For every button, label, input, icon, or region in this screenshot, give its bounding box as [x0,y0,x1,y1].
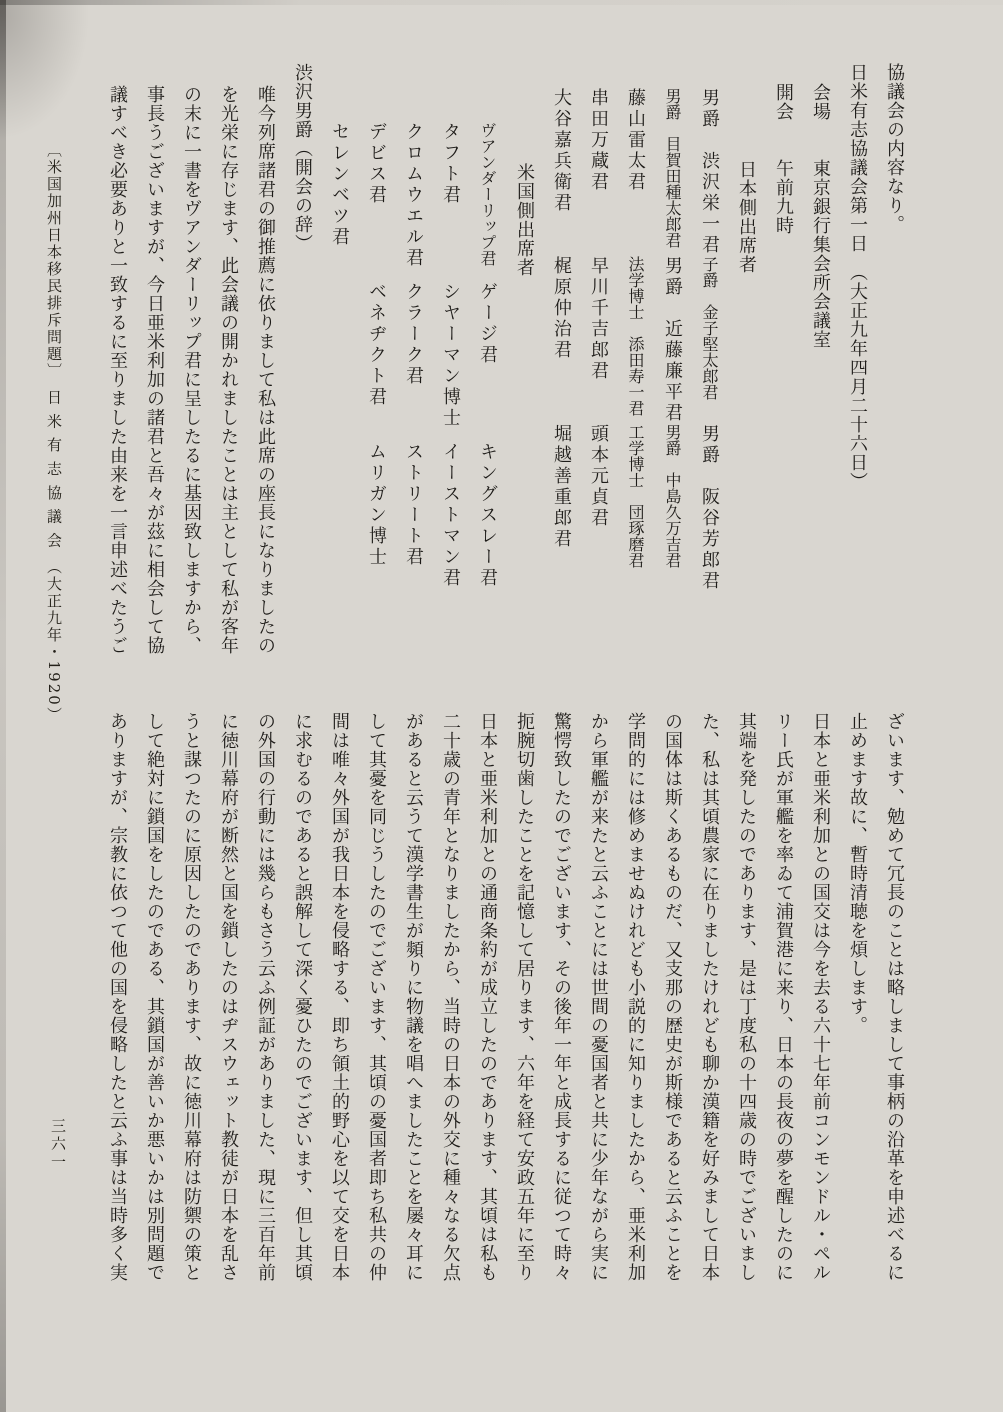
speech-text-column: 日本と亜米利加との通商条約が成立したのであります、其頃は私も [477,712,498,1282]
attendee-name: 男爵 中島久万吉君 [663,424,682,568]
speech-text-column: の外国の行動には幾らもさう云ふ例証がありました、現に三百年前 [255,712,276,1282]
speech-text-column: リー氏が軍艦を率ゐて浦賀港に来り、日本の長夜の夢を醒したのに [773,712,794,1282]
speech-text-column: ありますが、宗教に依つて他の国を侵略したと云ふ事は当時多く実 [107,712,128,1282]
speech-text-column: から軍艦が来たと云ふことには世間の憂国者と共に少年ながら実に [588,712,609,1282]
speech-text-column: して絶対に鎖国をしたのである、其鎖国が善いか悪いかは別問題で [144,712,165,1282]
attendee-name: 梶原仲治君 [551,256,572,361]
attendee-column [617,63,654,713]
attendee-name: クロムウエル君 [403,122,424,269]
attendee-name: 男爵 渋沢栄一君 [699,88,720,256]
speech-text-column: ざいます、勉めて冗長のことは略しまして事柄の沿革を申述べるに [884,712,905,1282]
attendee-name: タフト君 [440,122,461,206]
attendee-name: 早川千吉郎君 [588,256,609,382]
attendee-column [580,63,617,713]
speech-text-column: があると云うて漢学書生が頻りに物議を唱へましたことを屡々耳に [403,712,424,1282]
attendee-name: ベネヂクト君 [366,282,387,408]
speech-text-column: 間は唯々外国が我日本を侵略する、即ち領土的野心を以て交を日本 [329,712,350,1282]
speech-text-column: を光栄に存じます、此会議の開かれましたことは主として私が客年 [218,85,239,655]
attendee-column [395,63,432,713]
speech-opening-lines [99,63,284,713]
upper-text-block [99,63,913,713]
speech-text-column: 二十歳の青年となりましたから、当時の日本の外交に種々なる欠点 [440,712,461,1282]
session-title-line: 日米有志協議会第一日 （大正九年四月二十六日） [847,63,868,491]
speech-text-column: 議すべき必要ありと一致するに至りました由来を一言申述べたうご [107,85,128,655]
page-left-edge-shadow [0,0,6,1412]
attendee-name: 串田万蔵君 [588,88,609,193]
attendee-name: 藤山雷太君 [625,88,646,193]
page-number: 三六一 [49,1118,67,1172]
us-attendees-list [321,63,506,713]
page-top-edge-shadow [0,0,1003,5]
attendee-name: 工学博士 団琢磨君 [626,424,645,568]
opening-time-line: 開会 午前九時 [773,83,794,235]
attendee-name: セレンベツ君 [329,122,350,248]
speech-text-column: して其憂を同じうしたのでございます、其頃の憂国者即ち私共の仲 [366,712,387,1282]
attendee-column [543,63,580,713]
attendee-name: ムリガン博士 [366,442,387,568]
speech-text-column: 学問的には修めませぬけれども小説的に知りましたから、亜米利加 [625,712,646,1282]
attendee-name: ヴアンダーリップ君 [478,122,497,266]
attendee-name: シヤーマン博士 [440,282,461,429]
speech-text-column: 日本と亜米利加との国交は今を去る六十七年前コンモンドル・ペル [810,712,831,1282]
attendee-column [321,63,358,713]
attendee-name: 子爵 金子堅太郎君 [700,256,719,400]
attendee-name: 男爵 近藤廉平君 [662,256,683,424]
speech-heading: 渋沢男爵（開会の辞） [292,63,313,253]
us-attendees-header: 米国側出席者 [514,163,535,277]
attendee-name: ストリート君 [403,442,424,568]
speech-text-column: 其端を発したのであります、是は丁度私の十四歳の時でございまし [736,712,757,1282]
speech-text-column: 驚愕致したのでございます、その後年一年と成長するに従つて時々 [551,712,572,1282]
scan-corner-smudge [0,0,90,140]
speech-text-column: 唯今列席諸君の御推薦に依りまして私は此席の座長になりましたの [255,85,276,655]
attendee-name: 大谷嘉兵衛君 [551,88,572,214]
attendee-name: デビス君 [366,122,387,206]
attendee-name: 堀越善重郎君 [551,424,572,550]
speech-text-column: うと謀つたのに原因したのであります、故に徳川幕府は防禦の策と [181,712,202,1282]
speech-text-column: 扼腕切歯したことを記憶して居ります、六年を経て安政五年に至り [514,712,535,1282]
speech-text-column: 事長うございますが、今日亜米利加の諸君と吾々が茲に相会して協 [144,85,165,655]
margin-running-title: 〔米国加州日本移民排斥問題〕 日 米 有 志 協 議 会 （大正九年・1920） [45,142,63,724]
attendee-column [691,63,728,713]
attendee-name: 男爵 阪谷芳郎君 [699,424,720,592]
attendee-name: 頭本元貞君 [588,424,609,529]
intro-tail-line: 協議会の内容なり。 [884,63,905,234]
attendee-name: 男爵 目賀田種太郎君 [663,88,682,248]
attendee-name: キングスレー君 [477,442,498,589]
attendee-column [358,63,395,713]
attendee-name: 法学博士 添田寿一君 [626,256,645,416]
attendee-name: イーストマン君 [440,442,461,589]
venue-line: 会場 東京銀行集会所会議室 [810,83,831,349]
attendee-column [469,63,506,713]
attendee-name: クラーク君 [403,282,424,387]
speech-text-column: 止めます故に、暫時清聴を煩します。 [847,712,868,1035]
speech-text-column: の末に一書をヴアンダーリップ君に呈したるに基因致しますから、 [181,85,202,655]
speech-text-column: に求むるのであると誤解して深く憂ひたのでございます、但し其頃 [292,712,313,1282]
speech-text-column: の国体は斯くあるものだ、又支那の歴史が斯様であると云ふことを [662,712,683,1282]
speech-text-column: に徳川幕府が断然と国を鎖したのはヂスウェット教徒が日本を乱さ [218,712,239,1282]
attendee-column [654,63,691,713]
attendee-name: ゲージ君 [477,282,498,366]
speech-text-column: た、私は其頃農家に在りましたけれども聊か漢籍を好みまして日本 [699,712,720,1282]
lower-text-block [99,712,913,1307]
japan-attendees-list [543,63,728,713]
speech-continuation-lines [99,712,913,1307]
japan-attendees-header: 日本側出席者 [736,160,757,274]
attendee-column [432,63,469,713]
